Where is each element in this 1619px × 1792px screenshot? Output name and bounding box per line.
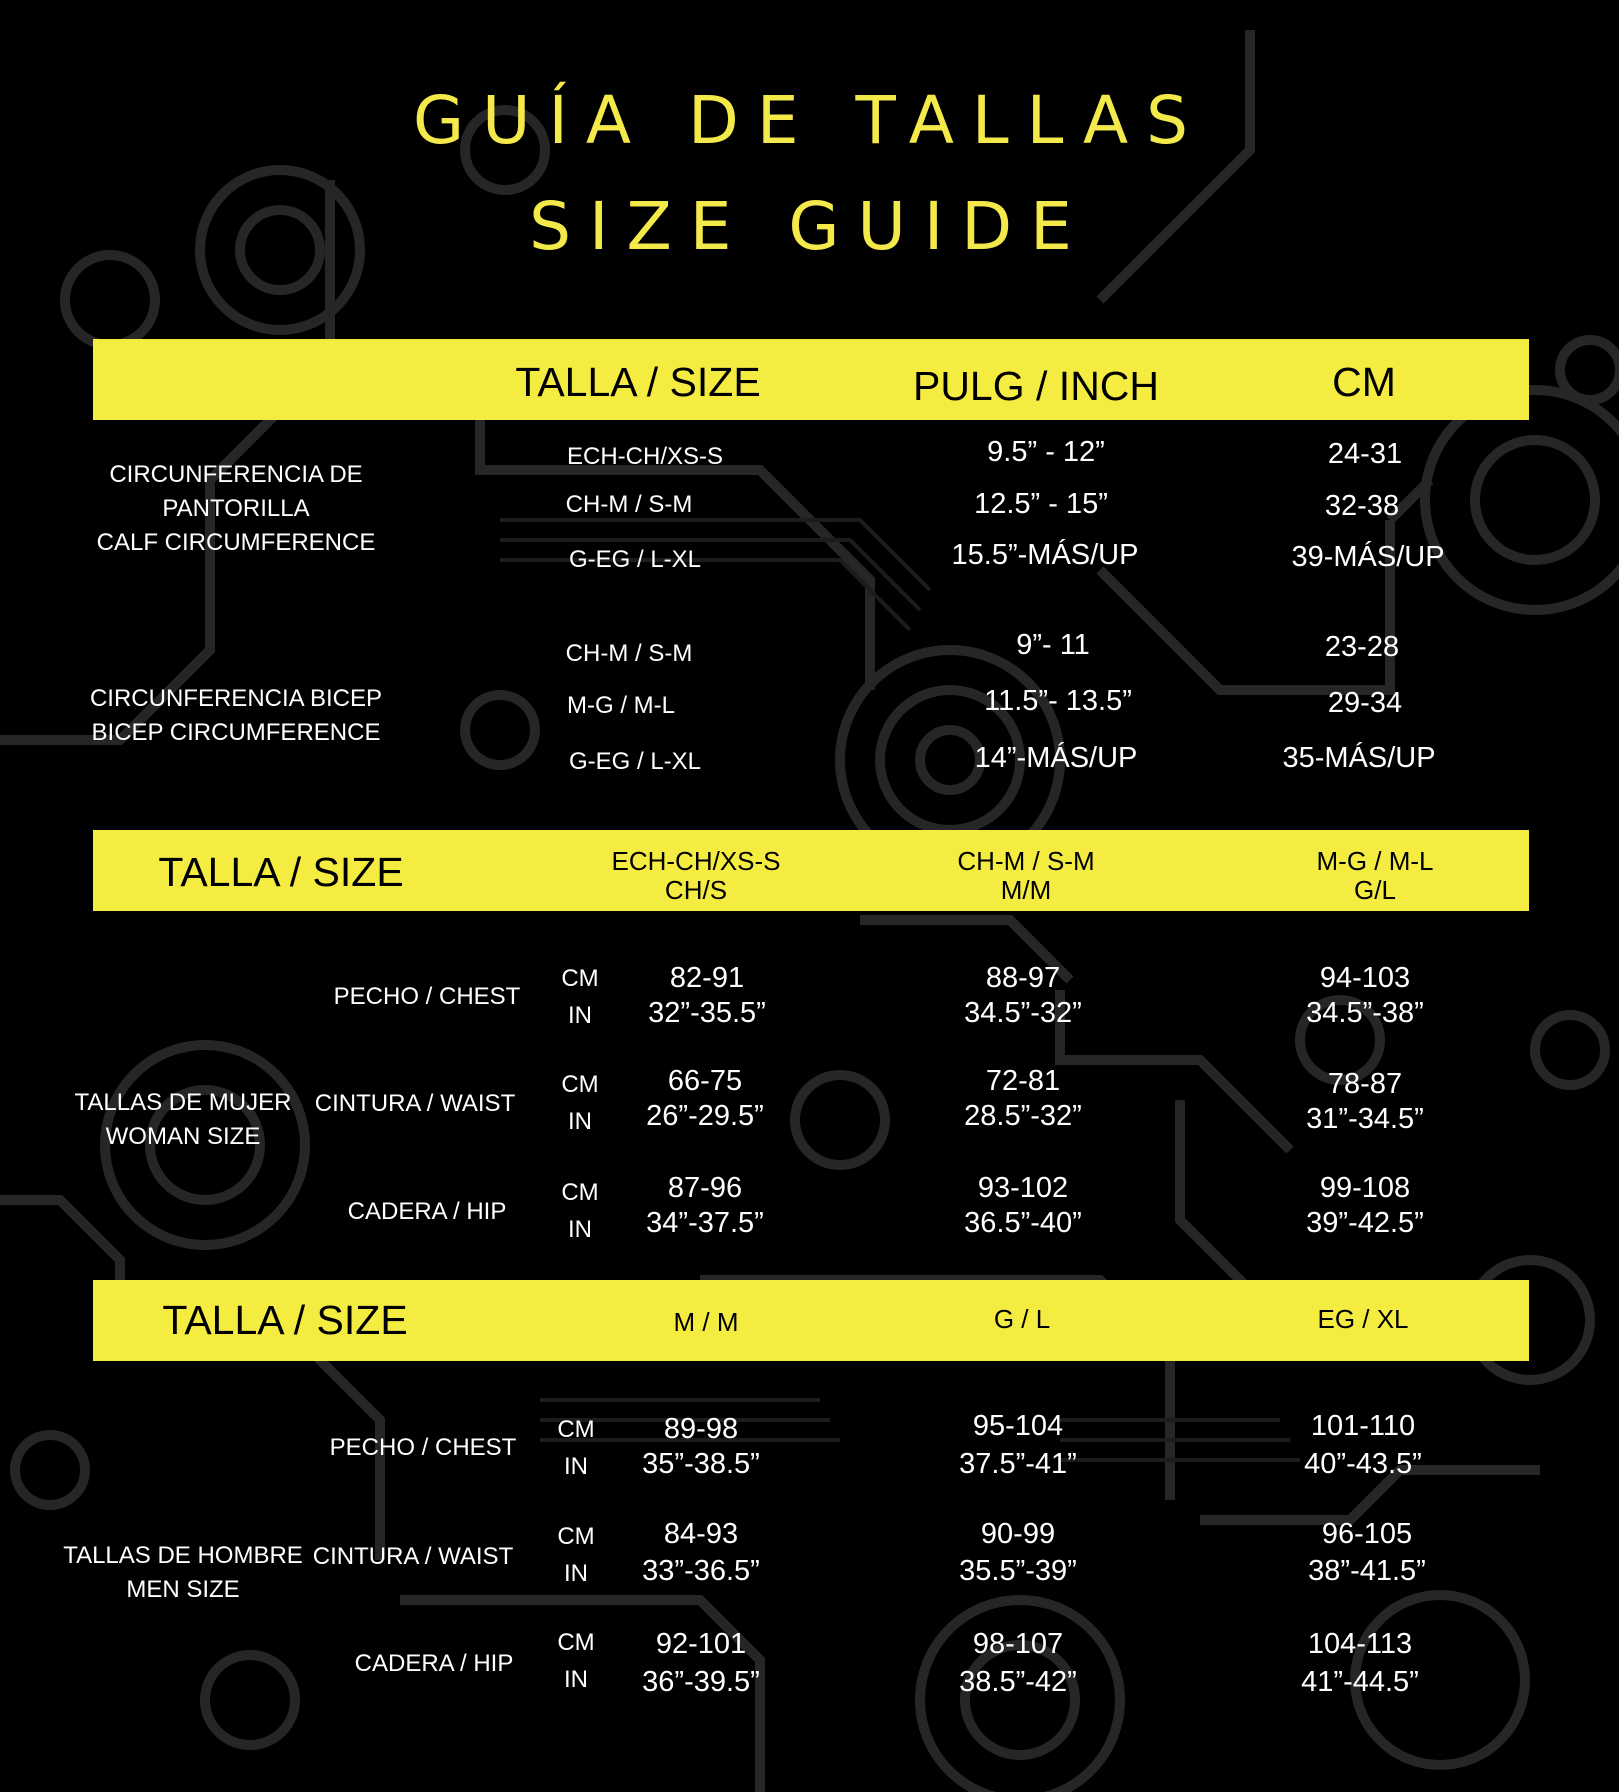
bicep-cm-1: 23-28 [1324,631,1400,663]
woman-hip-cm-unit: CM [561,1179,599,1206]
bicep-inch-3: 14”-MÁS/UP [974,742,1138,774]
bicep-size-3: G-EG / L-XL [568,748,702,775]
men-col-2: G / L [993,1304,1051,1334]
woman-chest-label: PECHO / CHEST [333,983,521,1010]
men-chest-cm-unit: CM [557,1416,595,1443]
woman-waist-in-2: 28.5”-32” [964,1100,1082,1132]
calf-inch-2: 12.5” - 15” [974,488,1108,520]
title-english: SIZE GUIDE [529,188,1090,265]
woman-chest-cm-1: 82-91 [669,962,745,994]
men-chest-cm-2: 95-104 [972,1410,1064,1442]
men-waist-in-unit: IN [564,1560,588,1587]
men-hip-in-unit: IN [564,1666,588,1693]
woman-waist-cm-3: 78-87 [1327,1068,1403,1100]
men-hip-cm-unit: CM [557,1629,595,1656]
woman-hip-in-2: 36.5”-40” [964,1207,1082,1239]
men-waist-label: CINTURA / WAIST [312,1543,514,1570]
calf-label: CIRCUNFERENCIA DE PANTORILLA CALF CIRCUMFERENCE [96,461,376,556]
men-chest-cm-3: 101-110 [1310,1410,1416,1442]
men-chest-label: PECHO / CHEST [329,1434,517,1461]
woman-col-1: ECH-CH/XS-S CH/S [611,846,781,905]
men-col-1: M / M [673,1307,739,1337]
calf-cm-1: 24-31 [1327,438,1403,470]
woman-col-2: CH-M / S-M M/M [957,846,1095,905]
woman-hip-in-1: 34”-37.5” [646,1207,764,1239]
woman-header-band [93,830,1529,911]
men-waist-cm-unit: CM [557,1523,595,1550]
woman-hip-cm-3: 99-108 [1319,1172,1411,1204]
calf-size-3: G-EG / L-XL [568,546,702,573]
woman-group-label: TALLAS DE MUJER WOMAN SIZE [74,1089,292,1150]
woman-hip-cm-1: 87-96 [667,1172,743,1204]
woman-header-size: TALLA / SIZE [158,849,404,895]
woman-waist-in-unit: IN [568,1108,592,1135]
men-waist-cm-2: 90-99 [980,1518,1056,1550]
men-header-size: TALLA / SIZE [162,1297,408,1343]
header-inch: PULG / INCH [912,363,1160,409]
calf-cm-2: 32-38 [1324,490,1400,522]
woman-hip-in-unit: IN [568,1216,592,1243]
men-chest-cm-1: 89-98 [663,1413,739,1445]
men-hip-in-1: 36”-39.5” [642,1666,760,1698]
calf-size-1: ECH-CH/XS-S [566,443,724,470]
men-hip-label: CADERA / HIP [354,1650,514,1677]
title-spanish: GUÍA DE TALLAS [413,82,1206,159]
men-chest-in-unit: IN [564,1453,588,1480]
woman-waist-label: CINTURA / WAIST [314,1090,516,1117]
men-chest-in-3: 40”-43.5” [1304,1448,1422,1480]
men-header-band [93,1280,1529,1361]
woman-chest-cm-3: 94-103 [1319,962,1411,994]
bicep-size-2: M-G / M-L [567,692,675,719]
bicep-label: CIRCUNFERENCIA BICEP BICEP CIRCUMFERENCE [89,685,383,746]
calf-inch-1: 9.5” - 12” [987,436,1105,468]
bicep-size-1: CH-M / S-M [565,640,693,667]
men-group-label: TALLAS DE HOMBRE MEN SIZE [63,1542,303,1603]
men-hip-cm-3: 104-113 [1307,1628,1413,1660]
men-hip-cm-2: 98-107 [972,1628,1064,1660]
men-waist-cm-3: 96-105 [1321,1518,1413,1550]
calf-inch-3: 15.5”-MÁS/UP [951,539,1139,571]
men-hip-cm-1: 92-101 [655,1628,747,1660]
woman-chest-in-unit: IN [568,1002,592,1029]
woman-hip-in-3: 39”-42.5” [1306,1207,1424,1239]
men-waist-in-1: 33”-36.5” [642,1555,760,1587]
calf-size-2: CH-M / S-M [565,491,693,518]
men-waist-in-2: 35.5”-39” [959,1555,1077,1587]
men-chest-in-2: 37.5”-41” [959,1448,1077,1480]
header-size: TALLA / SIZE [515,359,761,405]
woman-chest-in-3: 34.5”-38” [1306,997,1424,1029]
woman-waist-cm-1: 66-75 [667,1065,743,1097]
woman-waist-cm-2: 72-81 [985,1065,1061,1097]
woman-waist-in-3: 31”-34.5” [1306,1103,1424,1135]
header-cm: CM [1332,359,1396,405]
woman-col-3: M-G / M-L G/L [1316,846,1434,905]
woman-hip-cm-2: 93-102 [977,1172,1069,1204]
woman-waist-in-1: 26”-29.5” [646,1100,764,1132]
bicep-inch-2: 11.5”- 13.5” [984,685,1132,717]
woman-chest-cm-2: 88-97 [985,962,1061,994]
men-hip-in-3: 41”-44.5” [1301,1666,1419,1698]
woman-chest-in-1: 32”-35.5” [648,997,766,1029]
men-waist-cm-1: 84-93 [663,1518,739,1550]
bicep-cm-2: 29-34 [1327,687,1403,719]
men-hip-in-2: 38.5”-42” [959,1666,1077,1698]
men-chest-in-1: 35”-38.5” [642,1448,760,1480]
woman-hip-label: CADERA / HIP [347,1198,507,1225]
bicep-cm-3: 35-MÁS/UP [1282,742,1436,774]
woman-chest-in-2: 34.5”-32” [964,997,1082,1029]
bicep-inch-1: 9”- 11 [1016,629,1090,661]
calf-cm-3: 39-MÁS/UP [1291,541,1445,573]
woman-chest-cm-unit: CM [561,965,599,992]
measure-header-band [93,339,1529,420]
men-waist-in-3: 38”-41.5” [1308,1555,1426,1587]
men-col-3: EG / XL [1317,1304,1409,1334]
woman-waist-cm-unit: CM [561,1071,599,1098]
